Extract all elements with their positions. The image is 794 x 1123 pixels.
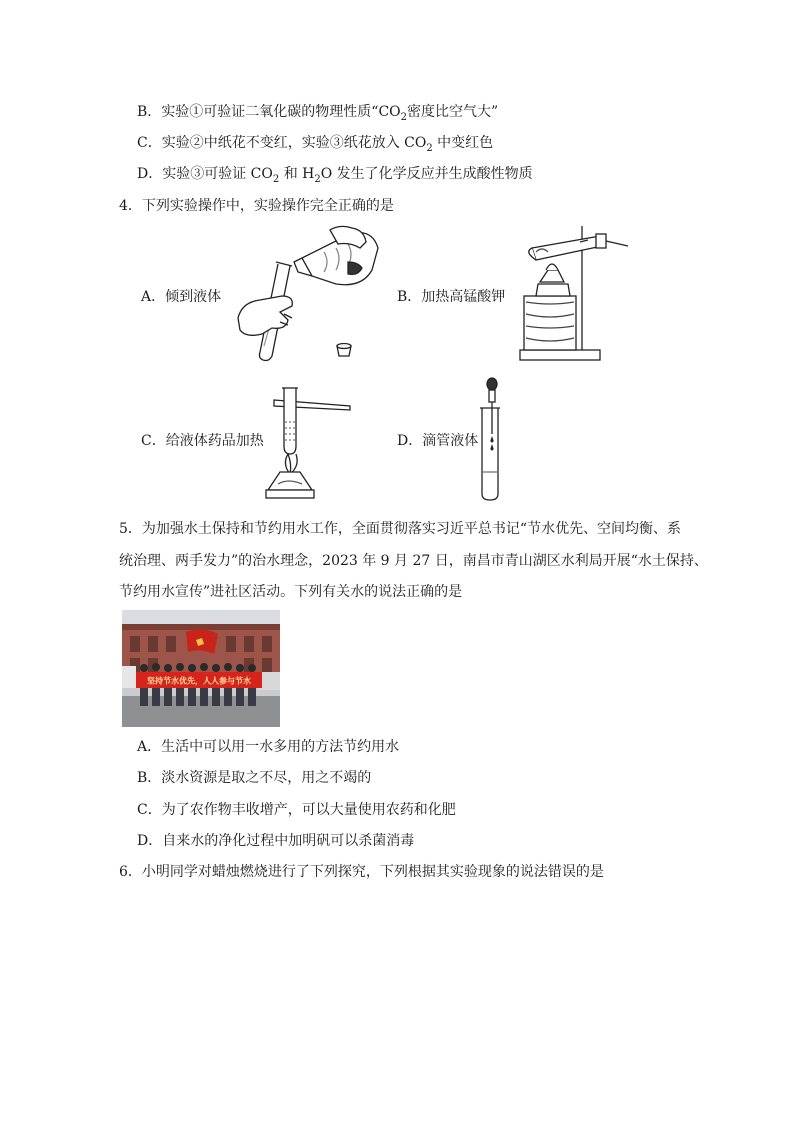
heating-kmno4-illustration (518, 222, 634, 364)
q4-option-b-label: B．加热高锰酸钾 (397, 289, 506, 305)
pouring-liquid-illustration (232, 222, 382, 362)
q5-stem-line2: 统治理、两手发力”的治水理念，2023 年 9 月 27 日，南昌市青山湖区水利局开展“水土保持、 (119, 553, 708, 569)
q5-stem-line1: 5．为加强水土保持和节约用水工作，全面贯彻落实习近平总书记“节水优先、空间均衡、系 (119, 521, 682, 537)
q5-stem-line3: 节约用水宣传”进社区活动。下列有关水的说法正确的是 (119, 584, 463, 600)
water-saving-event-photo (122, 610, 280, 727)
q3-option-d: D．实验③可验证 $CO_2$ 和 $H_2O$ 发生了化学反应并生成酸性物质 (137, 166, 533, 185)
q4-option-a-label: A．倾到液体 (141, 289, 222, 305)
q5-option-a: A．生活中可以用一水多用的方法节约用水 (137, 739, 400, 755)
dropper-illustration (474, 376, 514, 504)
q3-option-c: C．实验②中纸花不变红，实验③纸花放入 $CO_2$ 中变红色 (137, 135, 494, 154)
q6-stem: 6．小明同学对蜡烛燃烧进行了下列探究，下列根据其实验现象的说法错误的是 (119, 864, 604, 880)
banner-text: 坚持节水优先，人人参与节水 (147, 676, 251, 686)
q4-option-d-label: D．滴管液体 (397, 433, 479, 449)
q5-option-d: D．自来水的净化过程中加明矾可以杀菌消毒 (137, 833, 415, 849)
q5-option-b: B．淡水资源是取之不尽，用之不竭的 (137, 770, 372, 786)
q4-option-c-label: C．给液体药品加热 (141, 433, 264, 449)
q5-option-c: C．为了农作物丰收增产，可以大量使用农药和化肥 (137, 802, 456, 818)
q3-option-b: B．实验①可验证二氧化碳的物理性质“$CO_2$密度比空气大” (137, 104, 499, 123)
q4-stem: 4．下列实验操作中，实验操作完全正确的是 (119, 198, 394, 214)
heating-liquid-illustration (262, 384, 354, 504)
